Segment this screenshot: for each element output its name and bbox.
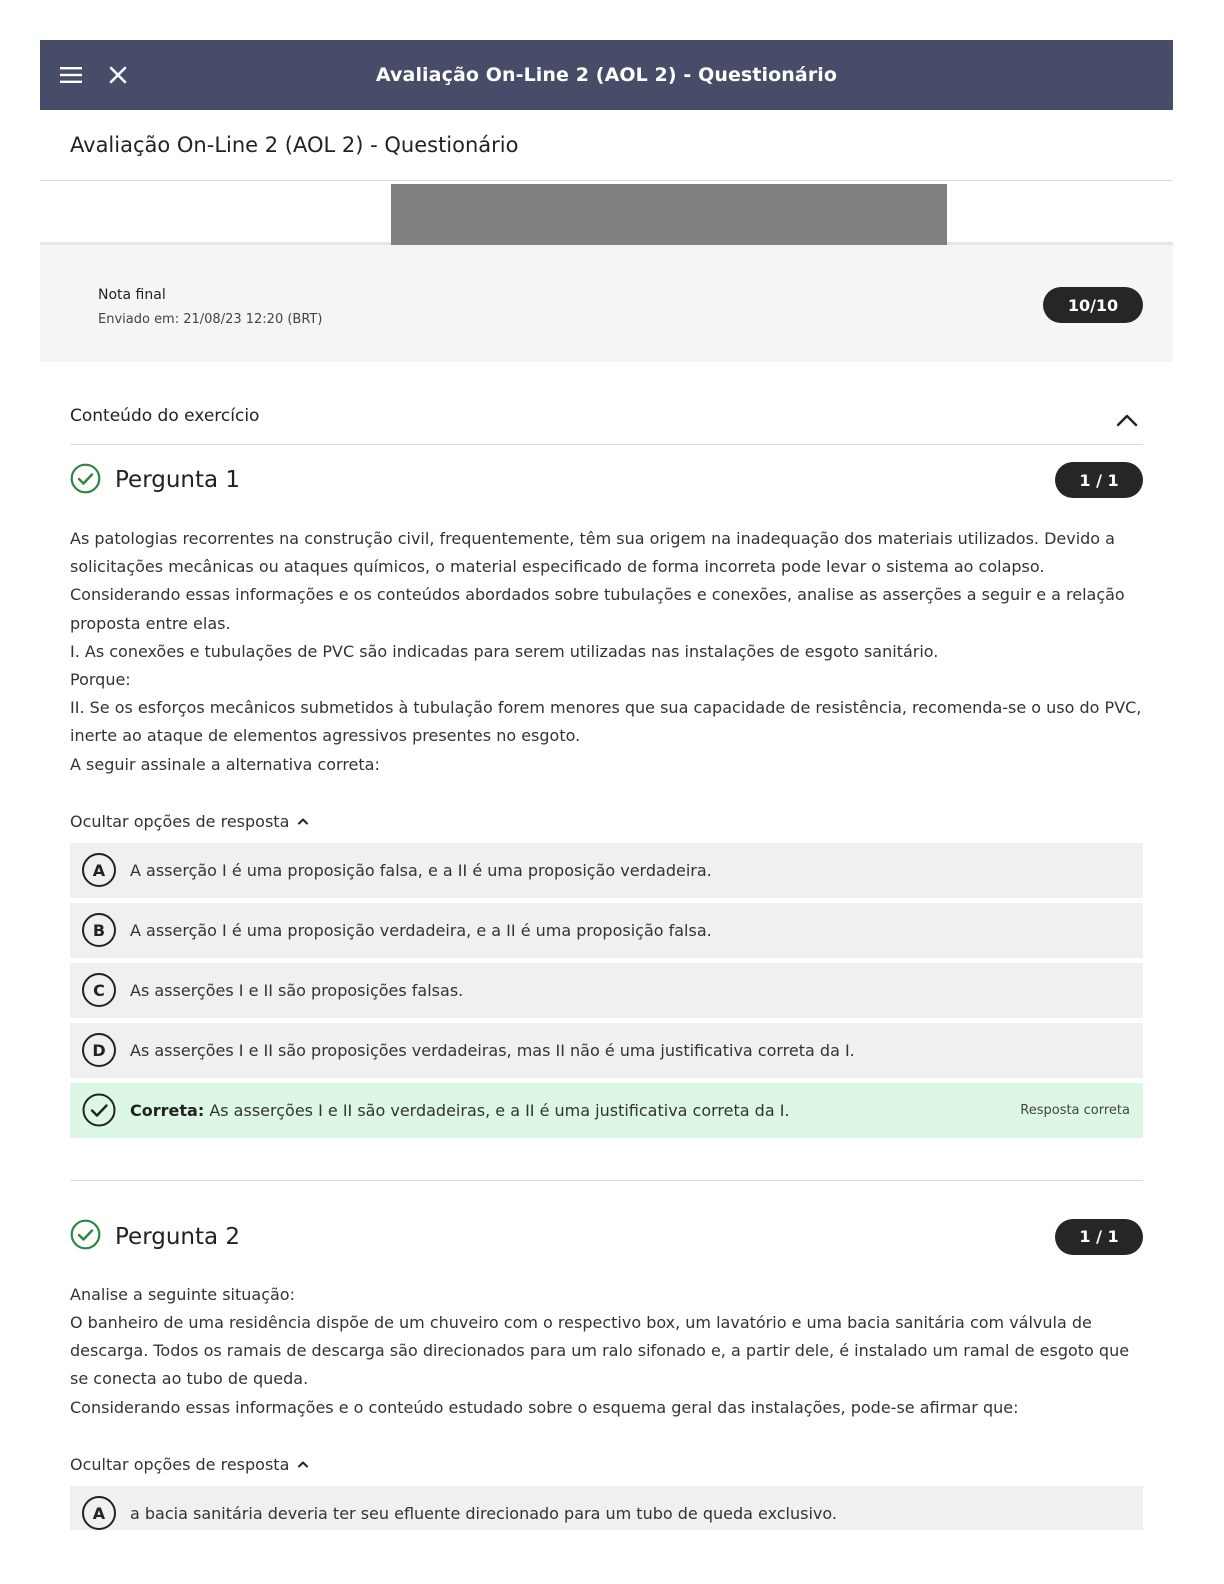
chevron-up-icon[interactable] xyxy=(1111,404,1143,436)
check-circle-icon xyxy=(70,1219,101,1254)
correct-answer-tag: Resposta correta xyxy=(1020,1102,1130,1118)
toggle-label: Ocultar opções de resposta xyxy=(70,1454,290,1474)
question-1-options xyxy=(70,843,1143,1138)
check-circle-icon xyxy=(82,1093,116,1127)
page-title: Avaliação On-Line 2 (AOL 2) - Questionário xyxy=(40,110,1173,181)
question-text-paragraph: A seguir assinale a alternativa correta: xyxy=(70,754,380,774)
question-2-header xyxy=(70,1219,1143,1255)
question-2-title: Pergunta 2 xyxy=(115,1223,241,1250)
option-text: a bacia sanitária deveria ter seu efluente direcionado para um tubo de queda exclusivo. xyxy=(130,1503,837,1523)
check-circle-icon xyxy=(70,463,101,498)
option-text: As asserções I e II são proposições verdadeiras, mas II não é uma justificativa correta da I. xyxy=(130,1040,855,1060)
option-c[interactable] xyxy=(70,963,1143,1018)
option-text xyxy=(130,1101,790,1120)
hide-options-toggle[interactable] xyxy=(70,812,309,831)
option-letter: D xyxy=(82,1033,116,1067)
correct-answer-text: As asserções I e II são verdadeiras, e a II é uma justificativa correta da I. xyxy=(209,1100,790,1120)
question-1-header xyxy=(70,462,1143,498)
close-icon[interactable] xyxy=(103,40,133,110)
question-text-paragraph: Analise a seguinte situação: xyxy=(70,1284,295,1304)
exercise-content xyxy=(40,362,1173,1530)
question-2-score: 1 / 1 xyxy=(1055,1219,1143,1255)
question-2-options xyxy=(70,1486,1143,1530)
option-text: A asserção I é uma proposição verdadeira, e a II é uma proposição falsa. xyxy=(130,920,712,940)
question-divider xyxy=(70,1180,1143,1181)
option-d[interactable] xyxy=(70,1023,1143,1078)
option-b[interactable] xyxy=(70,903,1143,958)
question-text-paragraph: Considerando essas informações e o conteúdo estudado sobre o esquema geral das instalações, pode-se afirmar que: xyxy=(70,1397,1019,1417)
option-text: As asserções I e II são proposições falsas. xyxy=(130,980,464,1000)
caret-up-icon xyxy=(297,1460,309,1468)
question-text-paragraph: Porque: xyxy=(70,670,131,690)
question-1-score: 1 / 1 xyxy=(1055,462,1143,498)
grade-panel xyxy=(40,245,1173,362)
question-text-paragraph: O banheiro de uma residência dispõe de um chuveiro com o respectivo box, um lavatório e uma bacia sanitária com válvula de descarga. Todos os ramais de descarga são direcionados para um ralo sifonado e, a partir dele, é instalado um ramal de esgoto que se conecta ao tubo de queda. xyxy=(70,1313,1130,1389)
option-letter: A xyxy=(82,1496,116,1530)
question-1-title: Pergunta 1 xyxy=(115,467,241,493)
final-score-badge: 10/10 xyxy=(1043,287,1143,323)
page-frame xyxy=(40,40,1173,1530)
content-header xyxy=(70,362,1143,445)
question-text-paragraph: II. Se os esforços mecânicos submetidos à tubulação forem menores que sua capacidade de resistência, recomenda-se o uso do PVC, inerte ao ataque de elementos agressivos presentes no esgoto. xyxy=(70,698,1142,746)
toggle-label: Ocultar opções de resposta xyxy=(70,811,290,831)
option-e-correct[interactable] xyxy=(70,1083,1143,1138)
correct-prefix: Correta: xyxy=(130,1100,205,1120)
question-text-paragraph: As patologias recorrentes na construção civil, frequentemente, têm sua origem na inadequação dos materiais utilizados. Devido a solicitações mecânicas ou ataques químicos, o material especificado de forma incorreta pode levar o sistema ao colapso. xyxy=(70,529,1115,577)
hide-options-toggle[interactable] xyxy=(70,1455,309,1474)
question-text-paragraph: I. As conexões e tubulações de PVC são indicadas para serem utilizadas nas instalações de esgoto sanitário. xyxy=(70,641,939,661)
option-a[interactable] xyxy=(70,843,1143,898)
top-bar-title: Avaliação On-Line 2 (AOL 2) - Questionário xyxy=(375,64,838,86)
question-text-paragraph: Considerando essas informações e os conteúdos abordados sobre tubulações e conexões, analise as asserções a seguir e a relação proposta entre elas. xyxy=(70,585,1125,633)
question-2-text xyxy=(70,1281,1143,1422)
redacted-banner xyxy=(391,184,947,246)
option-letter: B xyxy=(82,913,116,947)
option-a[interactable] xyxy=(70,1486,1143,1530)
option-text: A asserção I é uma proposição falsa, e a II é uma proposição verdadeira. xyxy=(130,860,712,880)
hamburger-icon[interactable] xyxy=(56,40,86,110)
submitted-date: Enviado em: 21/08/23 12:20 (BRT) xyxy=(98,312,323,327)
caret-up-icon xyxy=(297,817,309,825)
top-bar xyxy=(40,40,1173,110)
option-letter: C xyxy=(82,973,116,1007)
final-grade-label: Nota final xyxy=(98,287,166,303)
content-label: Conteúdo do exercício xyxy=(70,406,260,426)
option-letter: A xyxy=(82,853,116,887)
banner-area xyxy=(40,181,1173,245)
question-1-text xyxy=(70,525,1143,779)
